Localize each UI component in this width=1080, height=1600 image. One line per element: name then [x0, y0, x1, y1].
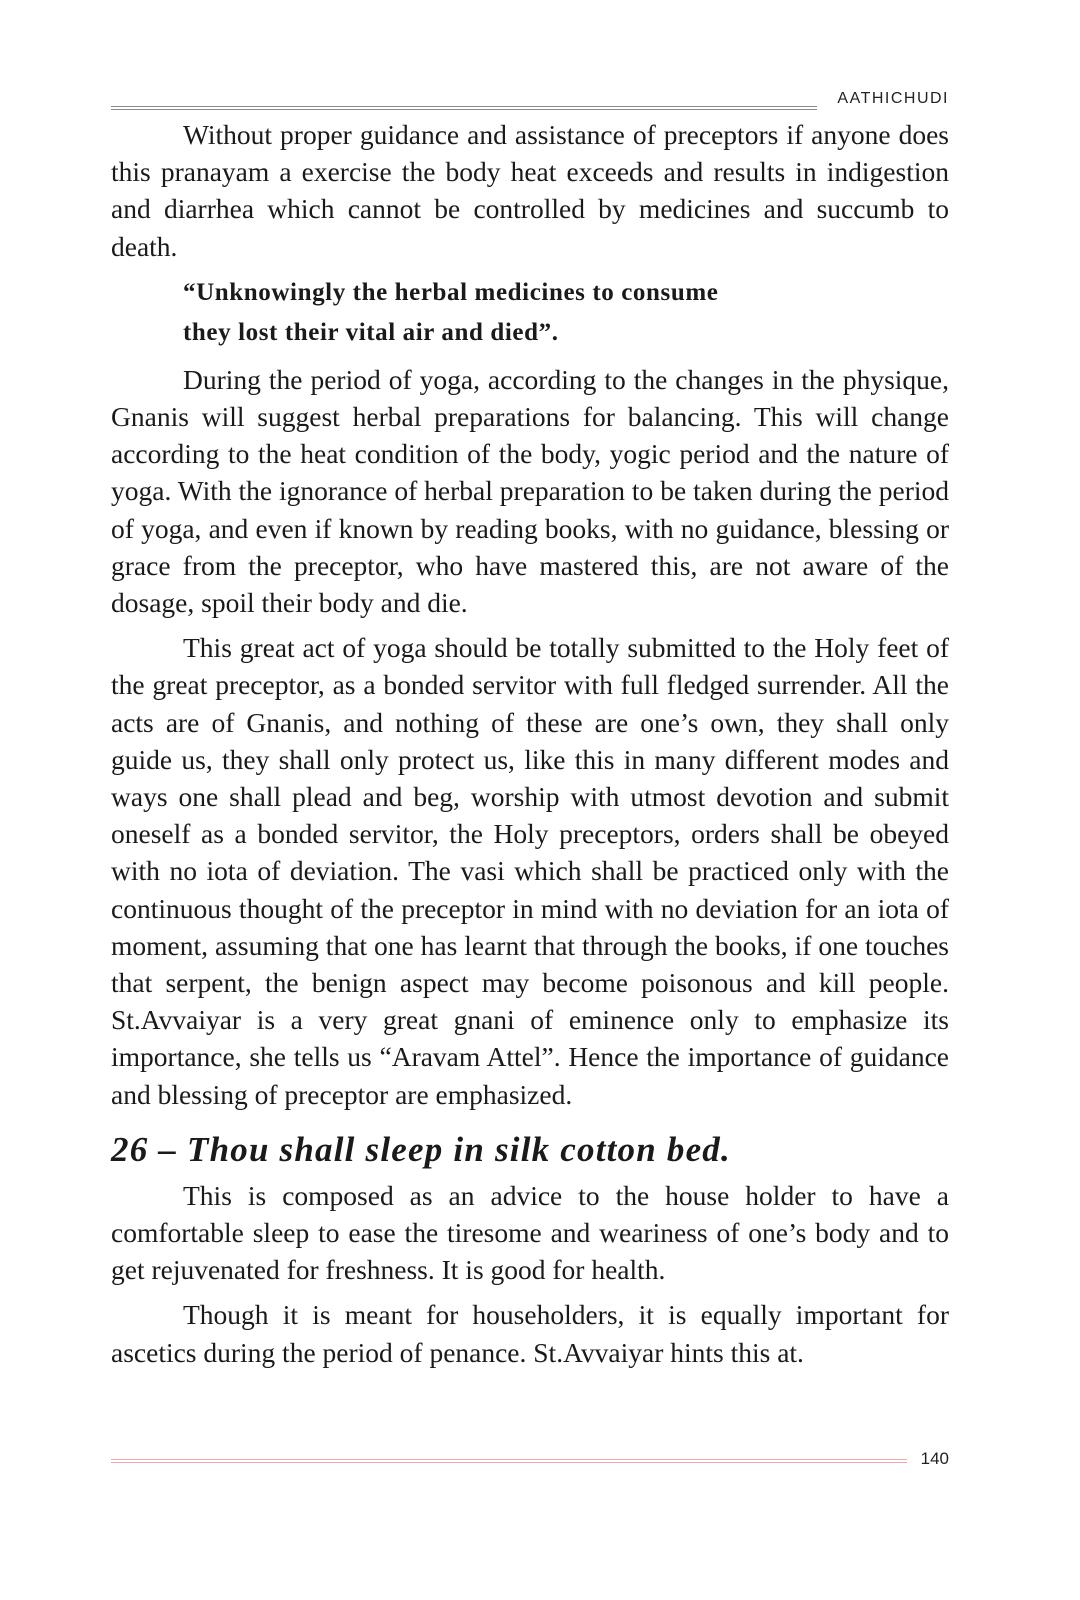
- paragraph-4: This is composed as an advice to the house holder to have a comfortable sleep to ease the tiresome and weariness of one’s body and to get rejuvenated for freshness. It is good for health.: [111, 1179, 949, 1286]
- running-header: [111, 90, 949, 112]
- quote-line-1: “Unknowingly the herbal medicines to consume: [183, 278, 719, 306]
- paragraph-5: Though it is meant for householders, it is equally important for ascetics during the period of penance. St.Avvaiyar hints this at.: [111, 1299, 949, 1368]
- header-rule: [111, 106, 817, 110]
- quote-line-2: they lost their vital air and died”.: [183, 318, 559, 346]
- footer-rule: [111, 1459, 907, 1463]
- paragraph-1: Without proper guidance and assistance of preceptors if anyone does this pranayam a exercise the body heat exceeds and results in indigestion and diarrhea which cannot be controlled by medicines and succumb to death.: [111, 119, 949, 262]
- page-number: 140: [920, 1449, 949, 1468]
- running-title: AATHICHUDI: [837, 90, 949, 107]
- paragraph-2: During the period of yoga, according to the changes in the physique, Gnanis will suggest herbal preparations for balancing. This will change according to the heat condition of the body, yogic period and the nature of yoga. With the ignorance of herbal preparation to be taken during the period of yoga, and even if known by reading books, with no guidance, blessing or grace from the preceptor, who have mastered this, are not aware of the dosage, spoil their body and die.: [111, 363, 949, 619]
- page-body: [111, 116, 949, 1371]
- page-footer: [111, 1449, 949, 1471]
- block-quote: [183, 273, 949, 353]
- section-heading: 26 – Thou shall sleep in silk cotton bed.: [111, 1129, 731, 1169]
- paragraph-3: This great act of yoga should be totally submitted to the Holy feet of the great preceptor, as a bonded servitor with full fledged surrender. All the acts are of Gnanis, and nothing of these are one’s own, they shall only guide us, they shall only protect us, like this in many different modes and ways one shall plead and beg, worship with utmost devotion and submit oneself as a bonded servitor, the Holy preceptors, orders shall be obeyed with no iota of deviation. The vasi which shall be practiced only with the continuous thought of the preceptor in mind with no deviation for an iota of moment, assuming that one has learnt that through the books, if one touches that serpent, the benign aspect may become poisonous and kill people. St.Avvaiyar is a very great gnani of eminence only to emphasize its importance, she tells us “Aravam Attel”. Hence the importance of guidance and blessing of preceptor are emphasized.: [111, 632, 949, 1110]
